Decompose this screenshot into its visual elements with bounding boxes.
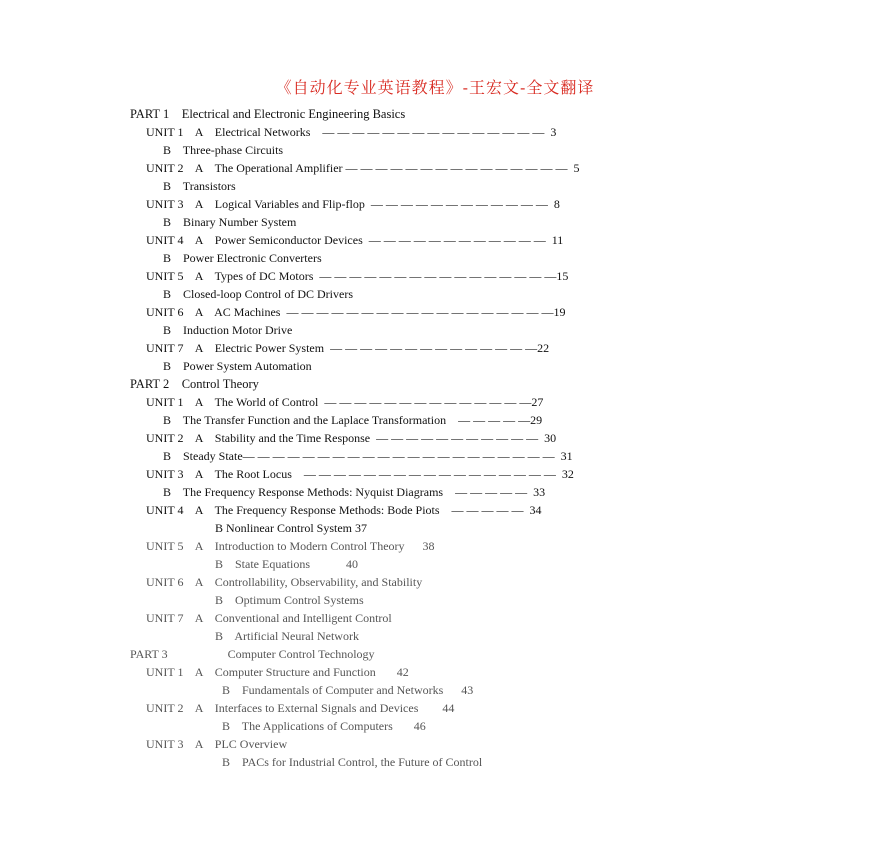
toc-line: B Nonlinear Control System 37 (215, 521, 367, 535)
toc-line: B Induction Motor Drive (163, 323, 293, 337)
toc-line: UNIT 1 A Computer Structure and Function 42 (146, 665, 409, 679)
toc-line: UNIT 6 A AC Machines — — — — — — — — — — — — — — — — — —19 (146, 305, 566, 319)
toc-line: B The Applications of Computers 46 (222, 719, 426, 733)
toc-line: B Optimum Control Systems (215, 593, 364, 607)
toc-line: B Power System Automation (163, 359, 312, 373)
toc-line: UNIT 5 A Types of DC Motors — — — — — — — — — — — — — — — —15 (146, 269, 569, 283)
toc-line: PART 3 Computer Control Technology (130, 647, 375, 661)
toc-line: PART 1 Electrical and Electronic Engineering Basics (130, 107, 406, 121)
toc-line: UNIT 3 A The Root Locus — — — — — — — — — — — — — — — — — 32 (146, 467, 574, 481)
toc-line: UNIT 2 A Interfaces to External Signals and Devices 44 (146, 701, 455, 715)
toc-line: B Power Electronic Converters (163, 251, 322, 265)
toc-line: UNIT 7 A Electric Power System — — — — — — — — — — — — — —22 (146, 341, 550, 355)
toc-line: B The Frequency Response Methods: Nyquist Diagrams — — — — — 33 (163, 485, 546, 499)
toc-line: B Binary Number System (163, 215, 297, 229)
toc-line: UNIT 3 A PLC Overview (146, 737, 288, 751)
toc-line: B State Equations 40 (215, 557, 358, 571)
toc-line: UNIT 1 A Electrical Networks — — — — — — — — — — — — — — — 3 (146, 125, 557, 139)
toc-line: UNIT 6 A Controllability, Observability, and Stability (146, 575, 423, 589)
toc-line: PART 2 Control Theory (130, 377, 259, 391)
toc-line: B Closed-loop Control of DC Drivers (163, 287, 353, 301)
toc-line: UNIT 3 A Logical Variables and Flip-flop — — — — — — — — — — — — 8 (146, 197, 560, 211)
toc-line: UNIT 5 A Introduction to Modern Control Theory 38 (146, 539, 435, 553)
toc-line: B The Transfer Function and the Laplace Transformation — — — — —29 (163, 413, 543, 427)
toc-line: B Steady State— — — — — — — — — — — — — — — — — — — — — 31 (163, 449, 573, 463)
toc-line: UNIT 4 A Power Semiconductor Devices — — — — — — — — — — — — 11 (146, 233, 564, 247)
toc-line: B Fundamentals of Computer and Networks 43 (222, 683, 474, 697)
toc-line: UNIT 1 A The World of Control — — — — — — — — — — — — — —27 (146, 395, 544, 409)
toc-line: B PACs for Industrial Control, the Future of Control (222, 755, 483, 769)
toc-line: UNIT 2 A Stability and the Time Response — — — — — — — — — — — 30 (146, 431, 557, 445)
toc-line: UNIT 2 A The Operational Amplifier — — — — — — — — — — — — — — — 5 (146, 161, 580, 175)
toc-line: UNIT 4 A The Frequency Response Methods: Bode Piots — — — — — 34 (146, 503, 542, 517)
toc-line: B Artificial Neural Network (215, 629, 359, 643)
toc-line: UNIT 7 A Conventional and Intelligent Control (146, 611, 392, 625)
document-title: 《自动化专业英语教程》-王宏文-全文翻译 (275, 78, 595, 97)
toc-line: B Three-phase Circuits (163, 143, 284, 157)
toc-line: B Transistors (163, 179, 236, 193)
